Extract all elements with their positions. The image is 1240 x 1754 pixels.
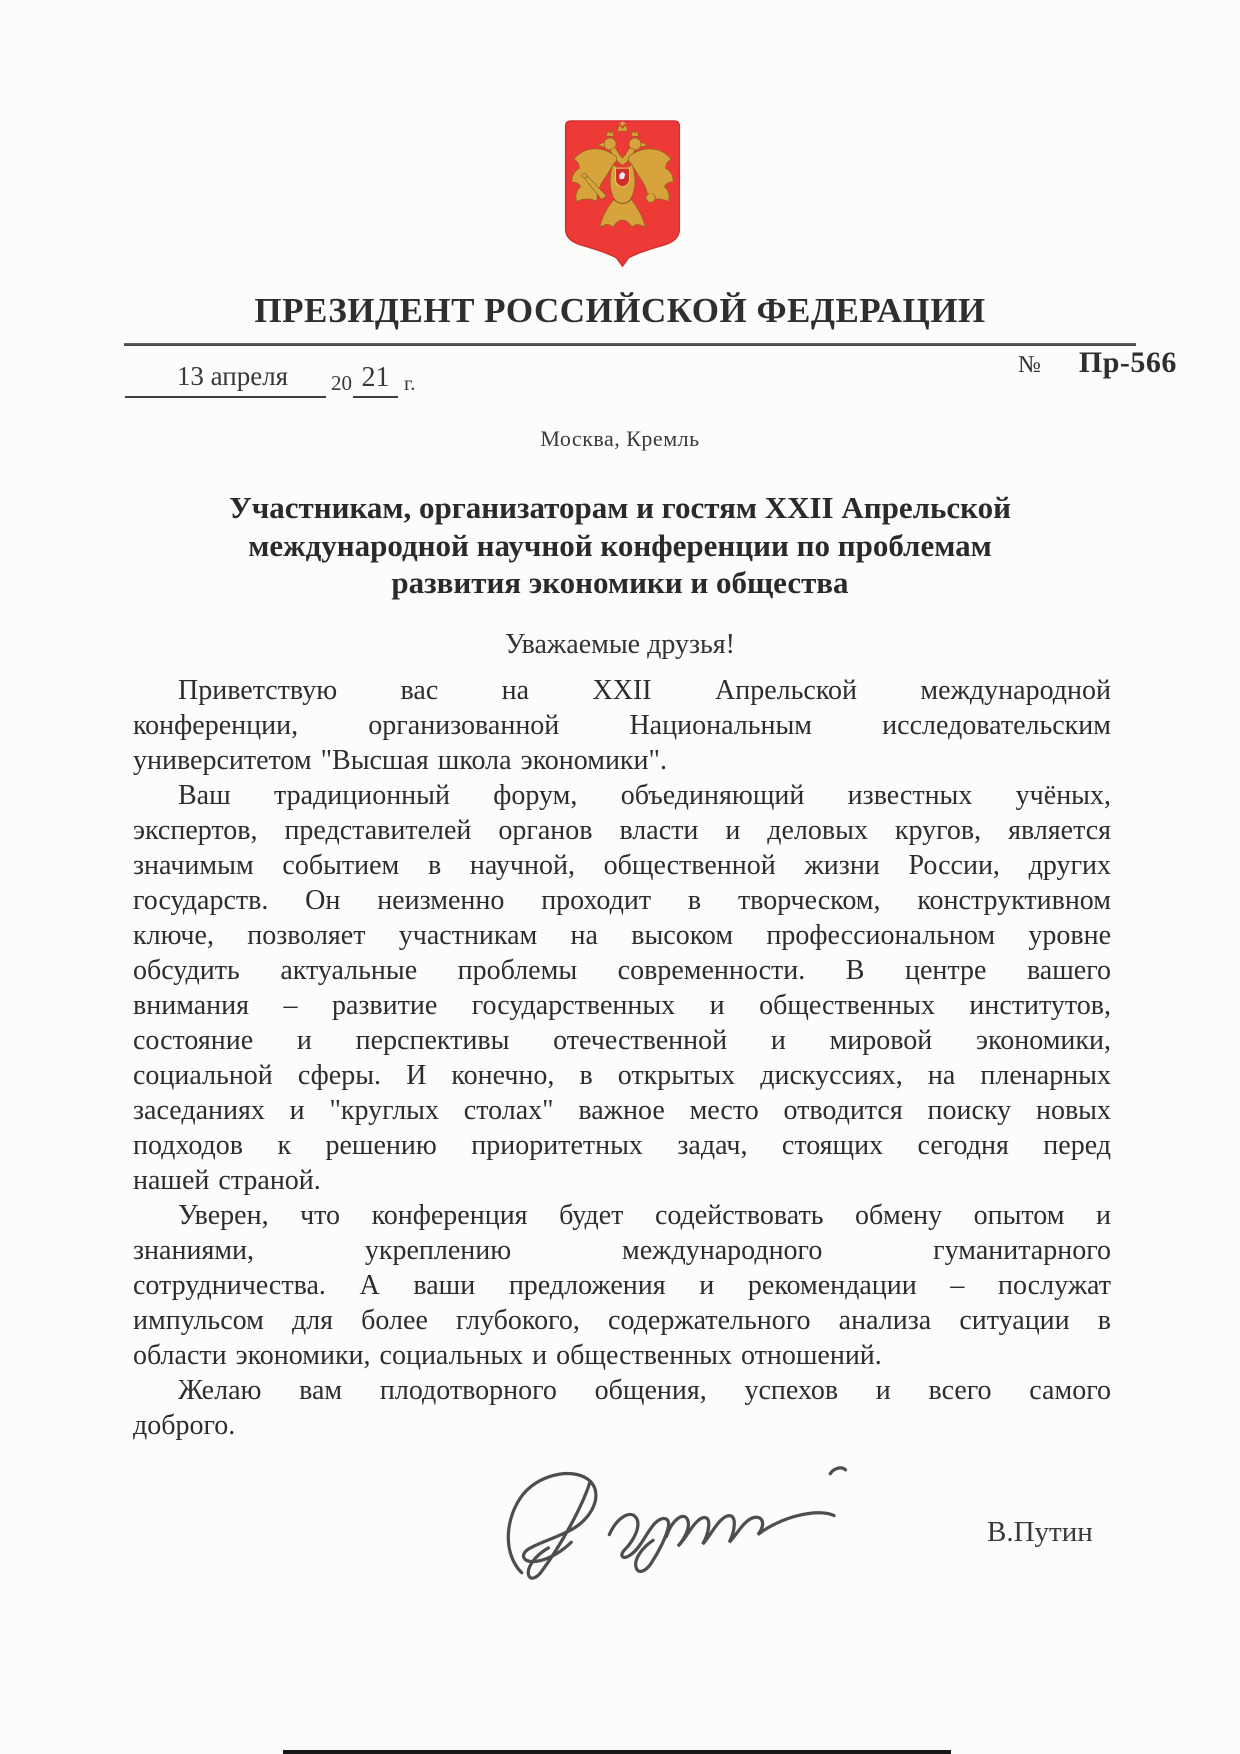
date-year-suffix: г. (404, 371, 416, 395)
body-line: ключе, позволяет участникам на высоком профессиональном уровне (133, 920, 1111, 951)
body-line: Желаю вам плодотворного общения, успехов и всего самого (178, 1375, 1111, 1406)
signature-image (495, 1460, 895, 1594)
body-line: доброго. (133, 1410, 236, 1441)
date-day-month: 13 апреля (125, 361, 326, 398)
numero-sign: № (1018, 352, 1041, 378)
addressee-line: развития экономики и общества (391, 565, 849, 600)
letterhead-divider (124, 343, 1136, 346)
date-year-prefix: 20 (331, 371, 352, 395)
body-line: нашей страной. (133, 1165, 321, 1196)
body-line: подходов к решению приоритетных задач, стоящих сегодня перед (133, 1130, 1111, 1161)
letter-body (133, 673, 1111, 1443)
salutation: Уважаемые друзья! (504, 629, 735, 660)
body-line: экспертов, представителей органов власти и деловых кругов, является (133, 815, 1111, 846)
body-line: внимания – развитие государственных и общественных институтов, (133, 990, 1111, 1021)
body-line: Приветствую вас на XXII Апрельской международной (178, 675, 1111, 706)
body-line: области экономики, социальных и общественных отношений. (133, 1340, 882, 1371)
addressee-line: Участникам, организаторам и гостям XXII Апрельской (229, 490, 1011, 525)
date-year: 21 (353, 362, 398, 398)
document-number-value: Пр-566 (1078, 346, 1177, 379)
body-line: Уверен, что конференция будет содействовать обмену опытом и (178, 1200, 1111, 1231)
body-line: сотрудничества. А ваши предложения и рекомендации – послужат (133, 1270, 1111, 1301)
city-line: Москва, Кремль (540, 426, 700, 451)
addressee-block (0, 489, 1240, 602)
body-line: социальной сферы. И конечно, в открытых дискуссиях, на пленарных (133, 1060, 1111, 1091)
body-line: государств. Он неизменно проходит в творческом, конструктивном (133, 885, 1111, 916)
body-line: заседаниях и "круглых столах" важное место отводится поиску новых (133, 1095, 1111, 1126)
body-line: обсудить актуальные проблемы современности. В центре вашего (133, 955, 1111, 986)
body-line: конференции, организованной Национальным исследовательским (133, 710, 1111, 741)
date-field (125, 352, 416, 398)
scan-artifact-line (283, 1750, 951, 1754)
letterhead-title: ПРЕЗИДЕНТ РОССИЙСКОЙ ФЕДЕРАЦИИ (254, 291, 986, 330)
body-line: университетом "Высшая школа экономики". (133, 745, 667, 776)
document-number (1018, 346, 1177, 380)
addressee-line: международной научной конференции по проблемам (248, 527, 992, 563)
body-line: импульсом для более глубокого, содержательного анализа ситуации в (133, 1305, 1111, 1336)
russia-coat-of-arms-icon (559, 120, 686, 268)
body-line: значимым событием в научной, общественной жизни России, других (133, 850, 1111, 881)
body-line: состояние и перспективы отечественной и мировой экономики, (133, 1025, 1111, 1056)
body-line: знаниями, укреплению международного гуманитарного (133, 1235, 1111, 1266)
body-line: Ваш традиционный форум, объединяющий известных учёных, (178, 780, 1111, 811)
signer-name: В.Путин (987, 1516, 1093, 1548)
